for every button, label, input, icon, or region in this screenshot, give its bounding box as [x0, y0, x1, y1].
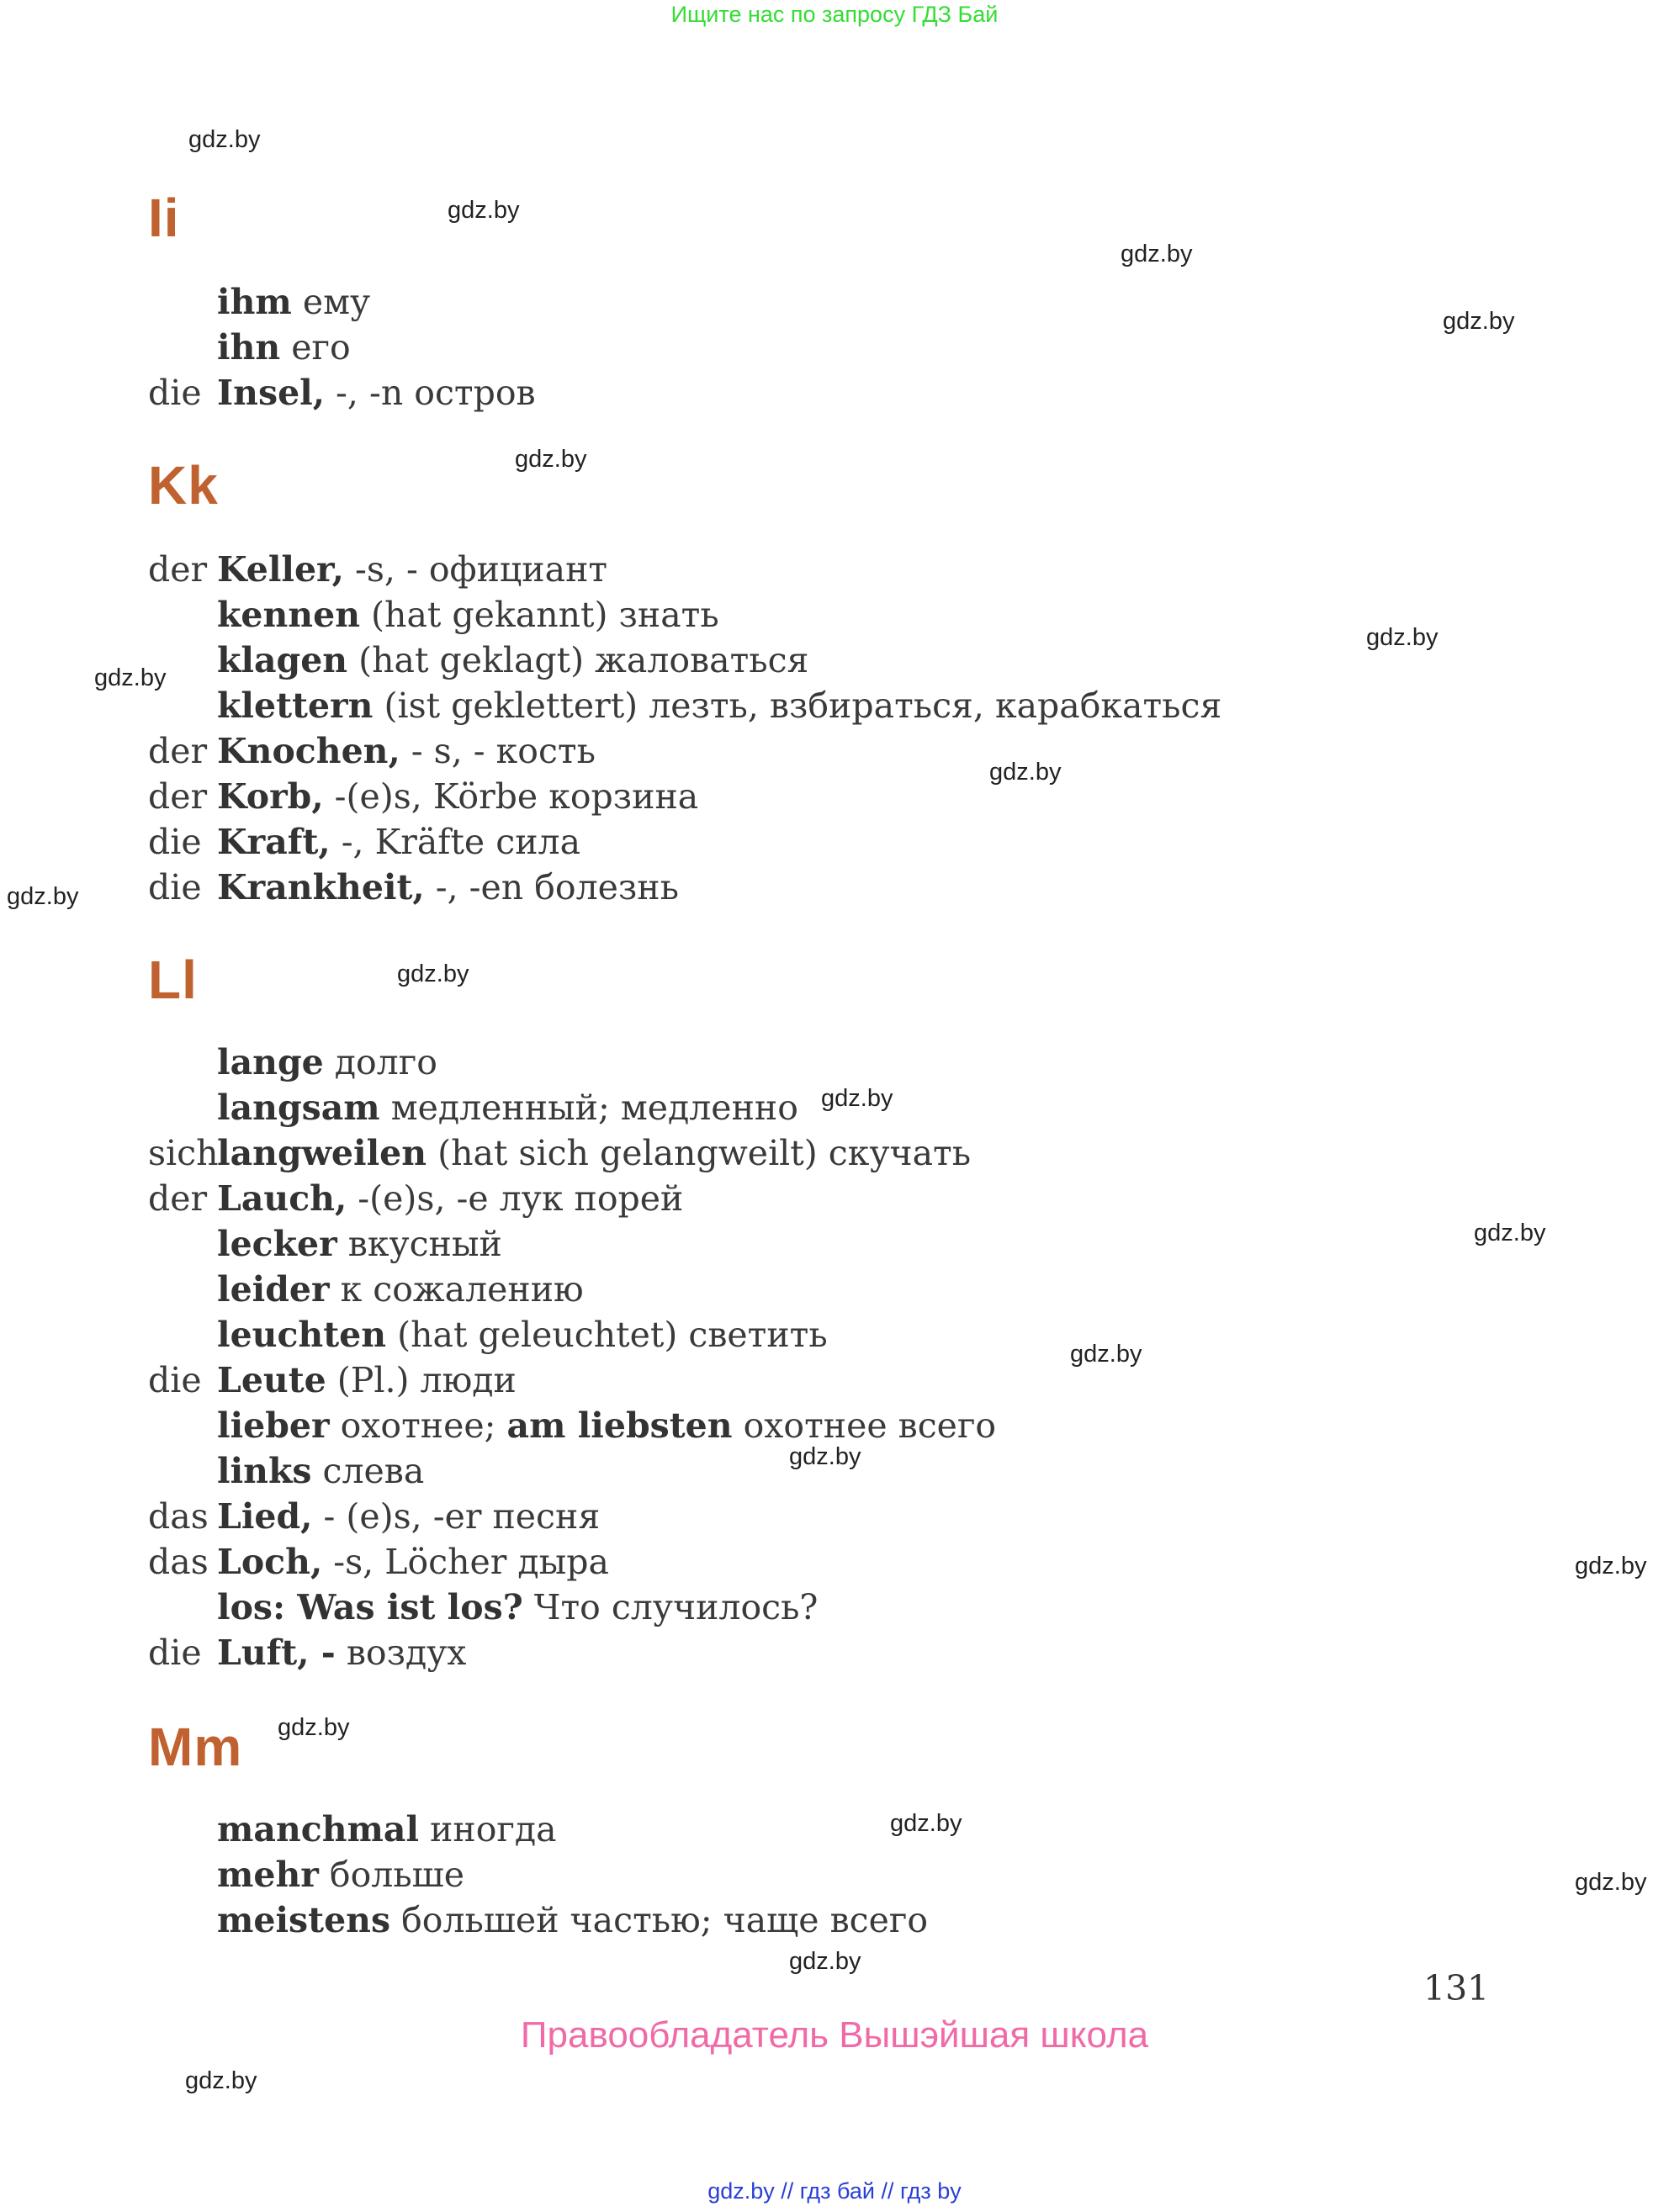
dictionary-entry: der Lauch, -(e)s, -e лук порей [148, 1178, 684, 1219]
dictionary-entry: leider к сожалению [217, 1269, 584, 1310]
watermark: gdz.by [1443, 308, 1515, 335]
watermark: gdz.by [1575, 1553, 1647, 1580]
dictionary-entry: klettern (ist geklettert) лезть, взбираться, карабкаться [217, 685, 1222, 726]
section-letter: Mm [148, 1717, 243, 1777]
copyright-notice: Правообладатель Вышэйшая школа [520, 2014, 1149, 2056]
dictionary-entry: links слева [217, 1451, 425, 1491]
watermark: gdz.by [185, 2067, 257, 2094]
dictionary-entry: leuchten (hat geleuchtet) светить [217, 1315, 828, 1355]
dictionary-entry: das Loch, -s, Löcher дыра [148, 1542, 609, 1582]
dictionary-entry: die Insel, -, -n остров [148, 373, 536, 413]
watermark: gdz.by [278, 1714, 350, 1741]
watermark: gdz.by [188, 126, 261, 153]
dictionary-entry: lieber охотнее; am liebsten охотнее всего [217, 1405, 997, 1446]
watermark: gdz.by [890, 1810, 962, 1837]
dictionary-entry: das Lied, - (e)s, -er песня [148, 1496, 601, 1537]
dictionary-entry: lange долго [217, 1042, 437, 1082]
watermark: gdz.by [789, 1443, 861, 1470]
section-letter: Ll [148, 950, 198, 1010]
dictionary-entry: die Krankheit, -, -en болезнь [148, 867, 679, 908]
dictionary-entry: los: Was ist los? Что случилось? [217, 1587, 819, 1627]
watermark: gdz.by [1474, 1220, 1546, 1246]
watermark: gdz.by [1121, 241, 1193, 267]
dictionary-entry: die Luft, - воздух [148, 1633, 467, 1673]
watermark: gdz.by [7, 883, 79, 910]
page-number: 131 [1423, 1968, 1490, 2008]
dictionary-entry: der Knochen, - s, - кость [148, 731, 596, 771]
dictionary-entry: kennen (hat gekannt) знать [217, 595, 719, 635]
dictionary-entry: mehr больше [217, 1855, 465, 1895]
dictionary-entry: lecker вкусный [217, 1224, 502, 1264]
dictionary-entry: der Keller, -s, - официант [148, 549, 608, 590]
dictionary-entry: klagen (hat geklagt) жаловаться [217, 640, 809, 680]
dictionary-entry: langsam медленный; медленно [217, 1087, 798, 1128]
top-banner: Ищите нас по запросу ГДЗ Бай [670, 2, 999, 27]
dictionary-entry: manchmal иногда [217, 1809, 557, 1850]
section-letter: Kk [148, 455, 219, 516]
watermark: gdz.by [94, 664, 167, 691]
watermark: gdz.by [397, 960, 469, 987]
watermark: gdz.by [448, 197, 520, 224]
watermark: gdz.by [989, 759, 1062, 786]
dictionary-entry: sichlangweilen (hat sich gelangweilt) скучать [148, 1133, 972, 1173]
dictionary-entry: die Kraft, -, Kräfte сила [148, 822, 581, 862]
watermark: gdz.by [789, 1948, 861, 1975]
footer-links[interactable]: gdz.by // гдз бай // гдз by [707, 2178, 962, 2204]
dictionary-entry: der Korb, -(e)s, Körbe корзина [148, 776, 699, 817]
dictionary-entry: die Leute (Pl.) люди [148, 1360, 517, 1400]
dictionary-entry: meistens большей частью; чаще всего [217, 1900, 929, 1940]
dictionary-entry: ihm ему [217, 282, 371, 322]
watermark: gdz.by [515, 446, 587, 473]
watermark: gdz.by [821, 1085, 893, 1112]
watermark: gdz.by [1366, 624, 1439, 651]
dictionary-entry: ihn его [217, 327, 351, 368]
section-letter: Ii [148, 188, 180, 248]
watermark: gdz.by [1070, 1341, 1142, 1368]
watermark: gdz.by [1575, 1869, 1647, 1896]
